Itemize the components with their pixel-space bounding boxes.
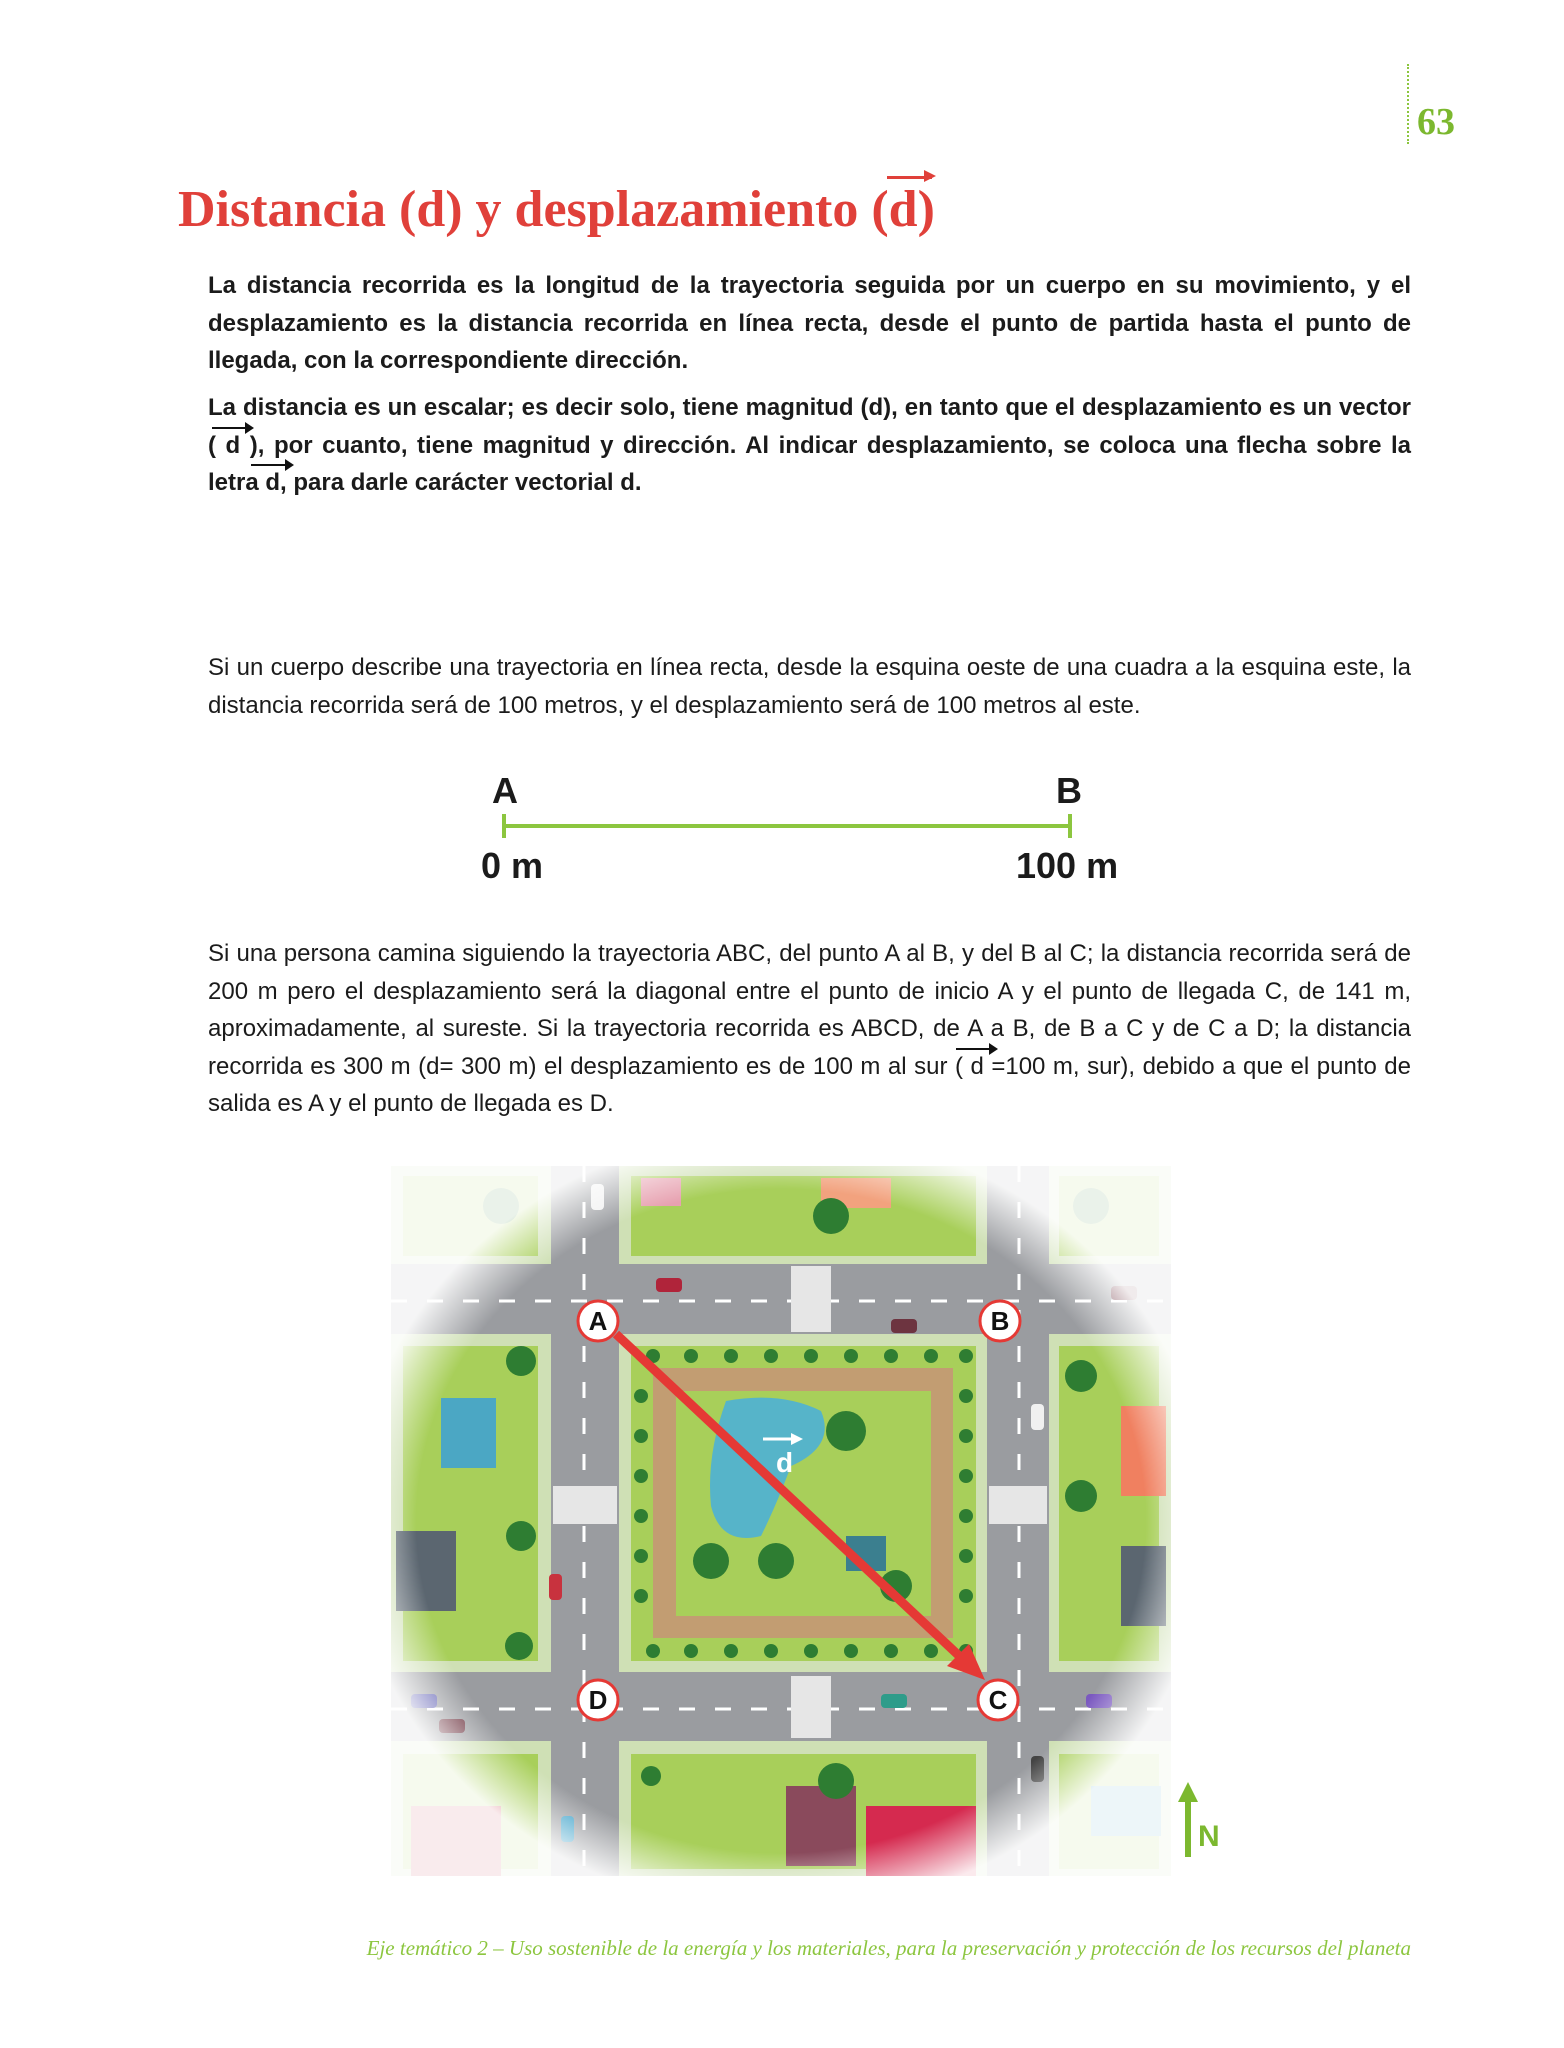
- vector-d: d: [265, 464, 280, 502]
- segment-tick-start: [502, 814, 506, 838]
- title-suffix: ): [917, 181, 935, 238]
- segment-label-b: B: [1056, 770, 1082, 811]
- text: , para darle carácter vectorial d.: [280, 469, 642, 496]
- point-a-marker: [578, 1301, 618, 1341]
- paragraph-abc-example: [208, 935, 1411, 1123]
- text: La distancia es un escalar; es decir solo, tiene magnitud (d), en tanto que el desplazamiento es un vector (: [208, 394, 1411, 459]
- vector-d: d: [970, 1048, 983, 1086]
- title-vector-d: d: [888, 181, 918, 238]
- segment-line: [504, 824, 1072, 828]
- map-vector-label: d: [776, 1447, 794, 1478]
- point-d-marker: [578, 1680, 618, 1720]
- vector-d: d: [226, 427, 241, 465]
- segment-value-start: 0 m: [481, 845, 544, 886]
- title-prefix: Distancia (d) y desplazamiento (: [178, 181, 889, 238]
- city-map-illustration: [391, 1166, 1171, 1876]
- paragraph-definition: La distancia recorrida es la longitud de la trayectoria seguida por un cuerpo en su movimiento, y el desplazamiento es la distancia recorrida en línea recta, desde el punto de partida hasta el punto de llegada, con la correspondiente dirección.: [208, 272, 1411, 374]
- point-b-marker: [980, 1301, 1020, 1341]
- point-d-label: D: [588, 1685, 608, 1715]
- point-c-marker: [978, 1680, 1018, 1720]
- north-label: N: [1198, 1820, 1220, 1853]
- segment-value-end: 100 m: [1016, 845, 1119, 886]
- paragraph-straight-line-example: Si un cuerpo describe una trayectoria en línea recta, desde la esquina oeste de una cuadra a la esquina este, la distancia recorrida será de 100 metros, y el desplazamiento será de 100 metros al este.: [208, 654, 1411, 719]
- text: ), por cuanto, tiene magnitud y dirección. Al indicar desplazamiento, se coloca una flecha sobre la letra: [208, 431, 1411, 496]
- footer-theme-text: Eje temático 2 – Uso sostenible de la energía y los materiales, para la preservación y protección de los recursos del planeta: [366, 1936, 1411, 1960]
- segment-tick-end: [1068, 814, 1072, 838]
- page-number: 63: [1417, 101, 1455, 143]
- text: =100 m, sur), debido a que el punto de salida es A y el punto de llegada es D.: [208, 1052, 1412, 1117]
- map-vignette: [391, 1166, 1171, 1876]
- point-b-label: B: [990, 1306, 1010, 1336]
- segment-label-a: A: [492, 770, 518, 811]
- point-c-label: C: [988, 1685, 1008, 1715]
- page-title: [178, 180, 935, 239]
- page-number-divider: [1407, 64, 1409, 144]
- text: Si una persona camina siguiendo la trayectoria ABC, del punto A al B, y del B al C; la distancia recorrida será de 200 m pero el desplazamiento será la diagonal entre el punto de inicio A y el punto de llegada C, de 141 m, aproximadamente, al sureste. Si la trayectoria recorrida es ABCD, de A a B, de B a C y de C a D; la distancia recorrida es 300 m (d= 300 m) el desplazamiento es de 100 m al sur (: [208, 940, 1411, 1080]
- paragraph-scalar-vector: [208, 389, 1411, 502]
- point-a-label: A: [588, 1306, 608, 1336]
